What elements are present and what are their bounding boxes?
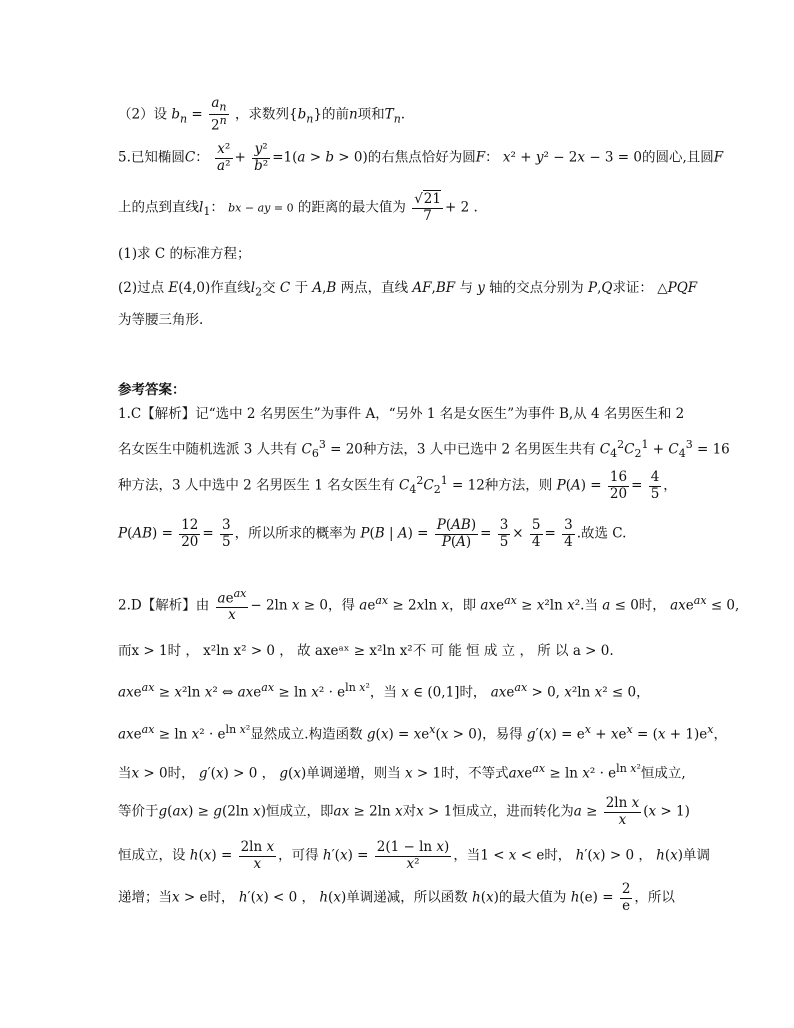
text: 对	[402, 803, 417, 820]
q5-line1: 5.已知椭圆C： $\frac{\text{x²}}{\text{a²}}$ + $\frac{\text{y²}}{\text{b²}}$ =1(a > b > 0)的右焦点恰好为圆F： x² + y² − 2x − 3 = 0的圆心,且圆F	[118, 141, 724, 174]
text: 恒成立,	[640, 765, 686, 782]
fraction: $\frac{P(AB)}{P(A)}$	[436, 517, 477, 550]
fraction: $\frac{5}{4}$	[531, 517, 541, 550]
a2-line8: 递增；当x > e时， h′(x) < 0 ， h(x)单调递减，所以函数 h(x)的最大值为 h(e) = $\frac{2}{e}$ ，所以	[118, 881, 675, 914]
text: 交	[262, 280, 276, 296]
text: 项和	[357, 106, 385, 123]
text: ，当	[453, 847, 481, 864]
a2-line5: 当x > 0时， g′(x) > 0 ， g(x)单调递增，则当 x > 1时，不等式$axe^{ax} \ge \ln x^2 \cdot e^{ln x^2}$恒成立,	[118, 762, 686, 782]
a2-line2: 而x > 1时 ， x²ln x² > 0 ， 故 axeᵃˣ ≥ x²ln x²不 可 能 恒 成 立 ， 所 以 a > 0.	[118, 643, 614, 659]
text: 时，不等式	[441, 765, 509, 782]
text: 于	[294, 280, 309, 296]
text: .当	[580, 597, 598, 614]
a2-line7: 恒成立，设 h(x) = $\frac{\text{2ln x}}{x}$ ，可得 h′(x) = $\frac{\text{2(1 − ln x)}}{\text{x²}}$ ，当1 < x < e时， h′(x) > 0 ， h(x)单调	[118, 839, 711, 872]
fraction: $\frac{\text{x²}}{\text{a²}}$	[217, 141, 231, 174]
fraction: $\frac{ae^{ax}}{x}$	[217, 587, 247, 624]
text: 时，	[638, 597, 666, 614]
text: ，易得	[482, 726, 523, 743]
text: 上的点到直线	[118, 199, 199, 216]
a1-line2: 名女医生中随机选派 3 人共有 $C_6^3 = 20$种方法，3 人中已选中 2 名男医生共有 $C_4^2C_2^1 + C_4^3 = 16$	[118, 438, 730, 461]
fraction: $\frac{3}{4}$	[564, 517, 573, 550]
a2-line6: 等价于g(ax) ≥ g(2ln x)恒成立，即ax ≥ 2ln x对x > 1恒成立，进而转化为a ≥ $\frac{\text{2ln x}}{x}$ (x > 1)	[118, 795, 690, 828]
text: 单调递减，所以函数	[346, 889, 468, 906]
text: 时，	[167, 765, 195, 782]
text: 时，	[459, 684, 487, 701]
text: (2)过点	[118, 280, 165, 296]
fraction: $\frac{3}{5}$	[499, 517, 509, 550]
text: ，可得	[278, 847, 319, 864]
q5-line5: 为等腰三角形.	[118, 312, 204, 328]
text: ，当	[369, 684, 397, 701]
a2-line3: axe$^{ax}$ ≥ x²ln x² ⇔ $axe^{ax} \ge \ln x^2 \cdot e^{ln x^2}$，当 x ∈ (0,1]时， axe$^{ax}$ > 0, x²ln x² ≤ 0，	[118, 681, 650, 701]
text: 的距离的最大值为	[297, 199, 406, 216]
text: .故选 C.	[576, 525, 627, 542]
text: 恒成立，设	[118, 847, 186, 864]
text: （2）设	[118, 106, 168, 123]
text: 当	[118, 765, 132, 782]
text: 单调递增，则当	[306, 765, 401, 782]
text: 种方法，3 人中已选中 2 名男医生共有	[362, 441, 596, 458]
text: 时，	[207, 889, 235, 906]
q5-line4: (2)过点 E(4,0)作直线$l_2$交 C 于 A,B 两点，直线 AF,BF 与 y 轴的交点分别为 P,Q求证： △PQF	[118, 280, 698, 299]
text: ，即	[449, 597, 477, 614]
text: 与	[459, 280, 473, 296]
text: 时，	[544, 847, 572, 864]
q5-line2: 上的点到直线$l_1$： bx − ay = 0 的距离的最大值为 $\frac{√21}{7}$ + 2 .	[118, 191, 478, 224]
text: 递增；当	[118, 889, 172, 906]
text: 种方法，则	[484, 477, 553, 494]
fraction: $\frac{\text{2ln x}}{x}$	[605, 795, 640, 828]
q5-line3: (1)求 C 的标准方程；	[118, 246, 251, 262]
text: 两点，直线	[340, 280, 409, 296]
fraction: $\frac{√21}{7}$	[414, 191, 441, 224]
a2-line4: $axe^{ax} \ge \ln x^2 \cdot e^{ln x^2}$显然成立.构造函数 $g(x) = xe^x(x > 0)$，易得 $g'(x) = e^x + xe^x = (x + 1)e^x$，	[118, 723, 727, 743]
text: 的最大值为	[498, 889, 567, 906]
fraction: $\frac{\text{y²}}{\text{b²}}$	[254, 141, 269, 174]
fraction: $\frac{3}{5}$	[222, 517, 231, 550]
text: 种方法，3 人中选中 2 名男医生 1 名女医生有	[118, 477, 395, 494]
text: 恒成立，进而转化为	[452, 803, 574, 820]
fraction: $\frac{\text{2(1 − ln x)}}{\text{x²}}$	[376, 839, 450, 872]
fraction: $\frac{12}{20}$	[181, 517, 199, 550]
fraction: $\frac{\text{2ln x}}{x}$	[240, 839, 275, 872]
text: 恒成立，即	[266, 803, 334, 820]
text: ，所以	[634, 889, 675, 906]
q-part2-line: （2）设 $b_n$ = $\frac{a_n}{2^n}$ ，求数列$\{b_n\}$的前n项和$T_n$.	[118, 95, 406, 134]
a2-line1: 2.D【解析】由 $\frac{ae^{ax}}{x}$ − 2ln x ≥ 0，得 $ae^{ax} \ge 2xln$ x，即 axe$^{ax}$ ≥ x²ln x².当 a ≤ 0时， axe$^{ax}$ ≤ 0,	[118, 587, 740, 624]
text: 等价于	[118, 803, 159, 820]
text: 名女医生中随机选派 3 人共有	[118, 441, 298, 458]
text: ，得	[327, 597, 355, 614]
text: ，求数列	[235, 106, 290, 123]
fraction: $\frac{a_n}{2^n}$	[211, 95, 227, 134]
fraction: $\frac{4}{5}$	[650, 469, 660, 502]
fraction: $\frac{16}{20}$	[609, 469, 628, 502]
a1-line1: 1.C【解析】记“选中 2 名男医生”为事件 A，“另外 1 名是女医生”为事件 B,从 4 名男医生和 2	[118, 406, 685, 422]
text: 轴的交点分别为	[489, 280, 584, 296]
text: 5.已知椭圆	[118, 149, 185, 166]
answers-heading: 参考答案：	[118, 382, 186, 398]
text: 的圆心,且圆	[642, 149, 714, 166]
text: 单调	[683, 847, 711, 864]
text: 的右焦点恰好为圆	[367, 149, 476, 166]
text: 求证：	[612, 280, 653, 296]
text: ，所以所求的概率为	[234, 525, 357, 542]
a1-line4: P(AB) = $\frac{12}{20}$ = $\frac{3}{5}$ ，所以所求的概率为 P(B | A) = $\frac{P(AB)}{P(A)}$ = $\frac{3}{5}$ × $\frac{5}{4}$ = $\frac{3}{4}$ .故选 C.	[118, 517, 627, 550]
text: 2.D【解析】由	[118, 597, 210, 614]
fraction: $\frac{2}{e}$	[621, 881, 631, 914]
text: 显然成立.构造函数	[250, 726, 363, 743]
text: 作直线	[210, 280, 251, 296]
a1-line3: 种方法，3 人中选中 2 名男医生 1 名女医生有 $C_4^2C_2^1 = 12$种方法，则 P(A) = $\frac{16}{20}$ = $\frac{4}{5}$ ，	[118, 469, 677, 502]
text: 的前	[321, 106, 349, 123]
